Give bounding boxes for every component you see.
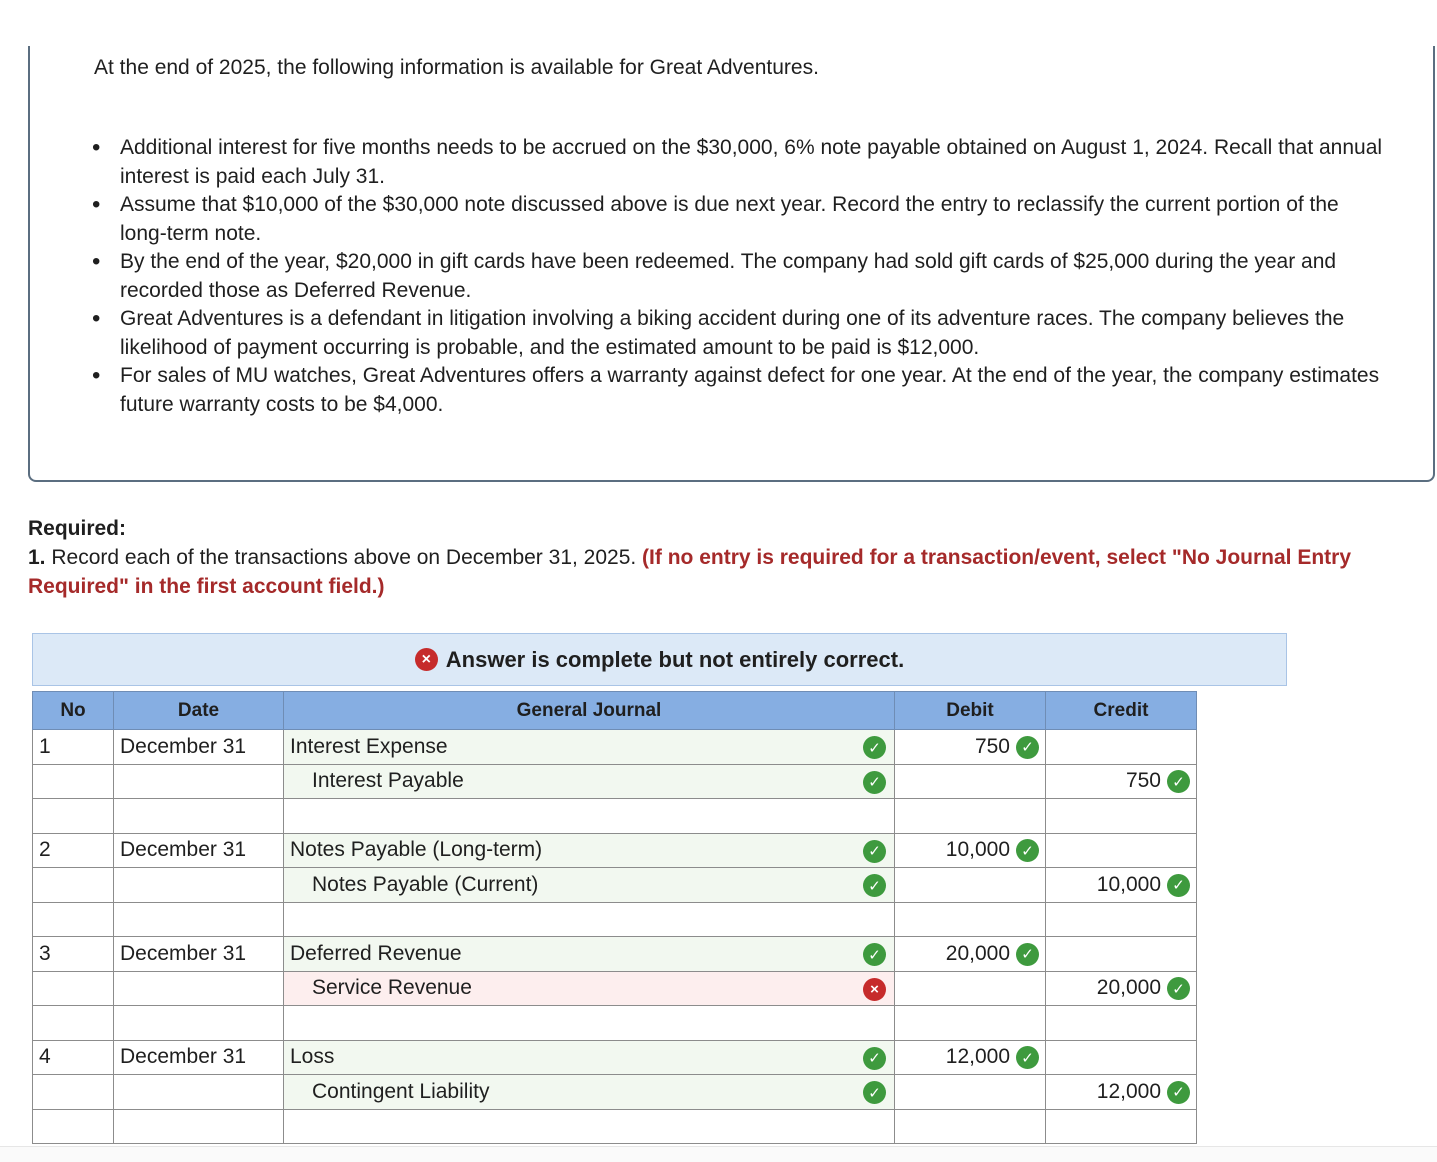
debit-field[interactable] — [895, 868, 1046, 903]
debit-amount: 20,000 — [945, 941, 1010, 965]
entry-date: December 31 — [120, 941, 247, 965]
journal-row-debit — [33, 730, 1197, 765]
entry-number-cell — [33, 833, 114, 868]
account-name: Deferred Revenue — [290, 941, 462, 965]
journal-row-credit — [33, 1075, 1197, 1110]
account-field-empty[interactable] — [284, 1006, 895, 1041]
credit-field[interactable] — [1046, 764, 1197, 799]
question-number: 1. — [28, 546, 46, 569]
column-header-general-journal: General Journal — [284, 692, 895, 730]
incorrect-x-icon: × — [863, 978, 886, 1001]
debit-field[interactable] — [895, 1006, 1046, 1041]
account-field-credit[interactable] — [284, 971, 895, 1006]
column-header-debit: Debit — [895, 692, 1046, 730]
credit-amount: 20,000 — [1096, 976, 1161, 1000]
date-cell[interactable] — [114, 1109, 284, 1144]
correct-check-icon: ✓ — [863, 1081, 886, 1104]
credit-field[interactable] — [1046, 868, 1197, 903]
debit-field[interactable] — [895, 1040, 1046, 1075]
journal-row-empty — [33, 1006, 1197, 1041]
column-header-date: Date — [114, 692, 284, 730]
problem-info-box — [28, 46, 1435, 482]
date-cell[interactable] — [114, 902, 284, 937]
transaction-item: • For sales of MU watches, Great Adventures offers a warranty against defect for one year. At the end of the year, the company estimates future warranty costs to be $4,000. — [120, 362, 1390, 419]
correct-check-icon: ✓ — [1167, 770, 1190, 793]
credit-field[interactable] — [1046, 971, 1197, 1006]
account-field-credit[interactable] — [284, 1075, 895, 1110]
correct-check-icon: ✓ — [1016, 839, 1039, 862]
debit-field[interactable] — [895, 937, 1046, 972]
journal-body — [33, 730, 1197, 1144]
correct-check-icon: ✓ — [1167, 977, 1190, 1000]
debit-field[interactable] — [895, 799, 1046, 834]
page-bottom-edge — [0, 1146, 1437, 1162]
journal-row-credit — [33, 971, 1197, 1006]
account-field-debit[interactable] — [284, 937, 895, 972]
credit-field[interactable] — [1046, 799, 1197, 834]
debit-field[interactable] — [895, 833, 1046, 868]
credit-field[interactable] — [1046, 1075, 1197, 1110]
account-name: Loss — [290, 1045, 335, 1069]
journal-row-empty — [33, 1109, 1197, 1144]
date-cell[interactable] — [114, 764, 284, 799]
credit-field[interactable] — [1046, 833, 1197, 868]
account-name: Interest Expense — [290, 734, 448, 758]
account-name: Notes Payable (Current) — [312, 872, 539, 896]
journal-row-credit — [33, 764, 1197, 799]
credit-field[interactable] — [1046, 902, 1197, 937]
required-question — [28, 543, 1428, 601]
correct-check-icon: ✓ — [1016, 1046, 1039, 1069]
date-cell[interactable] — [114, 730, 284, 765]
debit-field[interactable] — [895, 902, 1046, 937]
date-cell[interactable] — [114, 1040, 284, 1075]
credit-field[interactable] — [1046, 730, 1197, 765]
account-field-debit[interactable] — [284, 1040, 895, 1075]
account-field-empty[interactable] — [284, 902, 895, 937]
account-name: Service Revenue — [312, 976, 472, 1000]
credit-field[interactable] — [1046, 1040, 1197, 1075]
account-name: Contingent Liability — [312, 1079, 490, 1103]
entry-date: December 31 — [120, 838, 247, 862]
question-text: Record each of the transactions above on December 31, 2025. — [45, 546, 643, 569]
required-section — [28, 514, 1428, 601]
entry-number-cell — [33, 764, 114, 799]
entry-number-cell — [33, 730, 114, 765]
date-cell[interactable] — [114, 1006, 284, 1041]
date-cell[interactable] — [114, 799, 284, 834]
debit-field[interactable] — [895, 764, 1046, 799]
debit-field[interactable] — [895, 1109, 1046, 1144]
entry-number-cell — [33, 971, 114, 1006]
debit-field[interactable] — [895, 730, 1046, 765]
correct-check-icon: ✓ — [1016, 736, 1039, 759]
date-cell[interactable] — [114, 971, 284, 1006]
entry-number: 2 — [39, 838, 51, 862]
column-header-no: No — [33, 692, 114, 730]
correct-check-icon: ✓ — [1167, 1081, 1190, 1104]
transaction-item: • By the end of the year, $20,000 in gift cards have been redeemed. The company had sold gift cards of $25,000 during the year and recorded those as Deferred Revenue. — [120, 248, 1390, 305]
correct-check-icon: ✓ — [863, 874, 886, 897]
account-field-debit[interactable] — [284, 730, 895, 765]
correct-check-icon: ✓ — [863, 1047, 886, 1070]
entry-number-cell — [33, 902, 114, 937]
entry-number-cell — [33, 1075, 114, 1110]
debit-field[interactable] — [895, 1075, 1046, 1110]
account-field-empty[interactable] — [284, 1109, 895, 1144]
account-field-debit[interactable] — [284, 833, 895, 868]
account-field-credit[interactable] — [284, 868, 895, 903]
correct-check-icon: ✓ — [1167, 874, 1190, 897]
account-field-empty[interactable] — [284, 799, 895, 834]
credit-amount: 750 — [1125, 769, 1161, 793]
credit-field[interactable] — [1046, 937, 1197, 972]
entry-number-cell — [33, 1006, 114, 1041]
journal-row-debit — [33, 937, 1197, 972]
journal-row-debit — [33, 833, 1197, 868]
date-cell[interactable] — [114, 937, 284, 972]
journal-row-credit — [33, 868, 1197, 903]
journal-row-debit — [33, 1040, 1197, 1075]
general-journal-table — [32, 691, 1197, 1144]
entry-number: 4 — [39, 1045, 51, 1069]
correct-check-icon: ✓ — [863, 943, 886, 966]
transaction-list — [120, 134, 1390, 419]
debit-field[interactable] — [895, 971, 1046, 1006]
journal-row-empty — [33, 902, 1197, 937]
journal-row-empty — [33, 799, 1197, 834]
date-cell[interactable] — [114, 1075, 284, 1110]
debit-amount: 12,000 — [945, 1045, 1010, 1069]
entry-number-cell — [33, 868, 114, 903]
account-name: Interest Payable — [312, 769, 464, 793]
correct-check-icon: ✓ — [863, 771, 886, 794]
entry-number-cell — [33, 1040, 114, 1075]
entry-number-cell — [33, 1109, 114, 1144]
account-field-credit[interactable] — [284, 764, 895, 799]
result-banner-text: Answer is complete but not entirely correct. — [445, 646, 905, 672]
account-name: Notes Payable (Long-term) — [290, 838, 543, 862]
date-cell[interactable] — [114, 868, 284, 903]
table-header-row — [33, 692, 1197, 730]
entry-number-cell — [33, 937, 114, 972]
credit-field[interactable] — [1046, 1109, 1197, 1144]
credit-field[interactable] — [1046, 1006, 1197, 1041]
result-banner — [32, 633, 1287, 686]
correct-check-icon: ✓ — [1016, 943, 1039, 966]
intro-text: At the end of 2025, the following information is available for Great Adventures. — [94, 56, 819, 79]
entry-date: December 31 — [120, 734, 247, 758]
transaction-item: • Assume that $10,000 of the $30,000 note discussed above is due next year. Record the entry to reclassify the current portion of the long-term note. — [120, 191, 1390, 248]
entry-number-cell — [33, 799, 114, 834]
date-cell[interactable] — [114, 833, 284, 868]
required-heading: Required: — [28, 517, 127, 540]
question-instruction: (If no entry is required for a transaction/event, select "No Journal Entry Required" in the first account field.) — [28, 546, 1352, 598]
debit-amount: 750 — [974, 734, 1010, 758]
entry-number: 3 — [39, 941, 51, 965]
credit-amount: 10,000 — [1096, 872, 1161, 896]
credit-amount: 12,000 — [1096, 1079, 1161, 1103]
incorrect-icon: × — [415, 648, 438, 671]
correct-check-icon: ✓ — [863, 736, 886, 759]
entry-number: 1 — [39, 734, 51, 758]
column-header-credit: Credit — [1046, 692, 1197, 730]
entry-date: December 31 — [120, 1045, 247, 1069]
transaction-item: • Additional interest for five months needs to be accrued on the $30,000, 6% note payable obtained on August 1, 2024. Recall that annual interest is paid each July 31. — [120, 134, 1390, 191]
correct-check-icon: ✓ — [863, 840, 886, 863]
transaction-item: • Great Adventures is a defendant in litigation involving a biking accident during one of its adventure races. The company believes the likelihood of payment occurring is probable, and the estimated amount to be paid is $12,000. — [120, 305, 1390, 362]
debit-amount: 10,000 — [945, 838, 1010, 862]
